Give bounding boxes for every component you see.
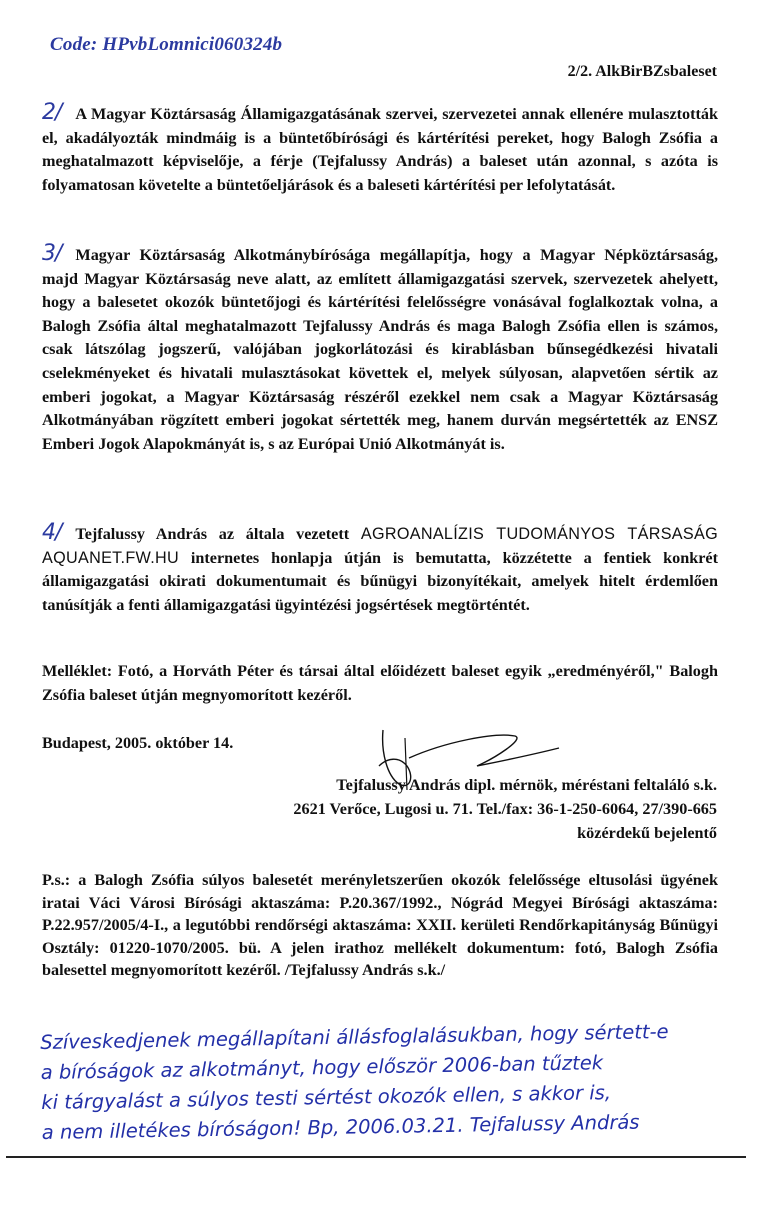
signatory-address: 2621 Verőce, Lugosi u. 71. Tel./fax: 36-1-250-6064, 27/390-665 [293,800,717,818]
signatory-name: Tejfalussy András dipl. mérnök, méréstani feltaláló s.k. [336,776,717,794]
attachment-note: Melléklet: Fotó, a Horváth Péter és társai által előidézett baleset egyik „eredményéről," Balogh Zsófia baleset útján megnyomorított kezéről. [42,662,718,704]
handwritten-line: Szíveskedjenek megállapítani állásfoglalásukban, hogy sértett-e [40,1020,669,1054]
place-date: Budapest, 2005. október 14. [42,734,234,752]
handwritten-line: a nem illetékes bíróságon! Bp, 2006.03.21. Tejfalussy András [41,1110,640,1144]
paragraph-lead: Tejfalussy András az általa vezetett [75,525,350,543]
paragraph-text: internetes honlapja útján is bemutatta, közzétette a fentiek konkrét államigazgatási okirati dokumentumait és bűnügyi bizonyítékait, amelyek hitelt érdemlően tanúsítják a fenti államigazgatási ügyintézési jogsértések megtörténtét. [42,548,719,614]
bottom-rule [6,1156,746,1158]
paragraph-4 [42,521,718,617]
paragraph-number: 4/ [42,520,62,545]
organization-name: AGROANALÍZIS TUDOMÁNYOS TÁRSASÁG AQUANET.FW.HU [42,525,718,567]
paragraph-number: 2/ [42,100,62,125]
document-code: Code: HPvbLomnici060324b [50,34,283,55]
handwritten-line: a bíróságok az alkotmányt, hogy először 2006-ban tűztek [40,1051,604,1084]
paragraph-2 [42,101,718,197]
paragraph-number: 3/ [42,241,62,266]
page-reference: 2/2. AlkBirBZsbaleset [567,63,717,80]
postscript: P.s.: a Balogh Zsófia súlyos balesetét merényletszerűen okozók felelőssége eltusolási ügyének iratai Váci Városi Bírósági aktaszáma: P.20.367/1992., Nógrád Megyei Bírósági aktaszáma: P.22.957/2005/4-I., a legutóbbi rendőrségi aktaszáma: XXII. kerületi Rendőrkapitányság Bűnügyi Osztály: 01220-1070/2005. bü. A jelen irathoz mellékelt dokumentum: fotó, Balogh Zsófia balesettel megnyomorított kezéről. /Tejfalussy András s.k./ [42,871,718,980]
handwritten-note [40,1015,757,1148]
signatory-role: közérdekű bejelentő [577,824,717,842]
paragraph-3 [42,242,718,456]
handwritten-line: ki tárgyalást a súlyos testi sértést okozók ellen, s akkor is, [41,1081,612,1114]
paragraph-text: A Magyar Köztársaság Államigazgatásának szervei, szervezetei annak ellenére mulasztották el, akadályozták mindmáig is a büntetőbírósági és kártérítési pereket, hogy Balogh Zsófia a meghatalmazott képviselője, a férje (Tejfalussy András) a baleset után azonnal, s azóta is folyamatosan követelte a büntetőeljárások és a baleseti kártérítési per lefolytatását. [42,105,718,194]
paragraph-text: Magyar Köztársaság Alkotmánybírósága megállapítja, hogy a Magyar Népköztársaság, majd Magyar Köztársaság neve alatt, az említett államigazgatási szervek, szervezetek ahelyett, hogy a balesetet okozók büntetőjogi és kártérítési felelősségre vonásával foglalkoztak volna, a Balogh Zsófia által meghatalmazott Tejfalussy András és maga Balogh Zsófia ellen is számos, csak látszólag jogszerű, valójában jogkorlátozási és kirablásban bűnsegédkezési hivatali cselekményeket és hivatali mulasztásokat követtek el, melyek súlyosan, alapvetően sértik az emberi jogokat, a Magyar Köztársaság részéről ezekkel nem csak a Magyar Köztársaság Alkotmányában rögzített emberi jogokat sértették meg, hanem durván megsértették az ENSZ Emberi Jogok Alapokmányát is, s az Európai Unió Alkotmányát is. [42,246,718,453]
